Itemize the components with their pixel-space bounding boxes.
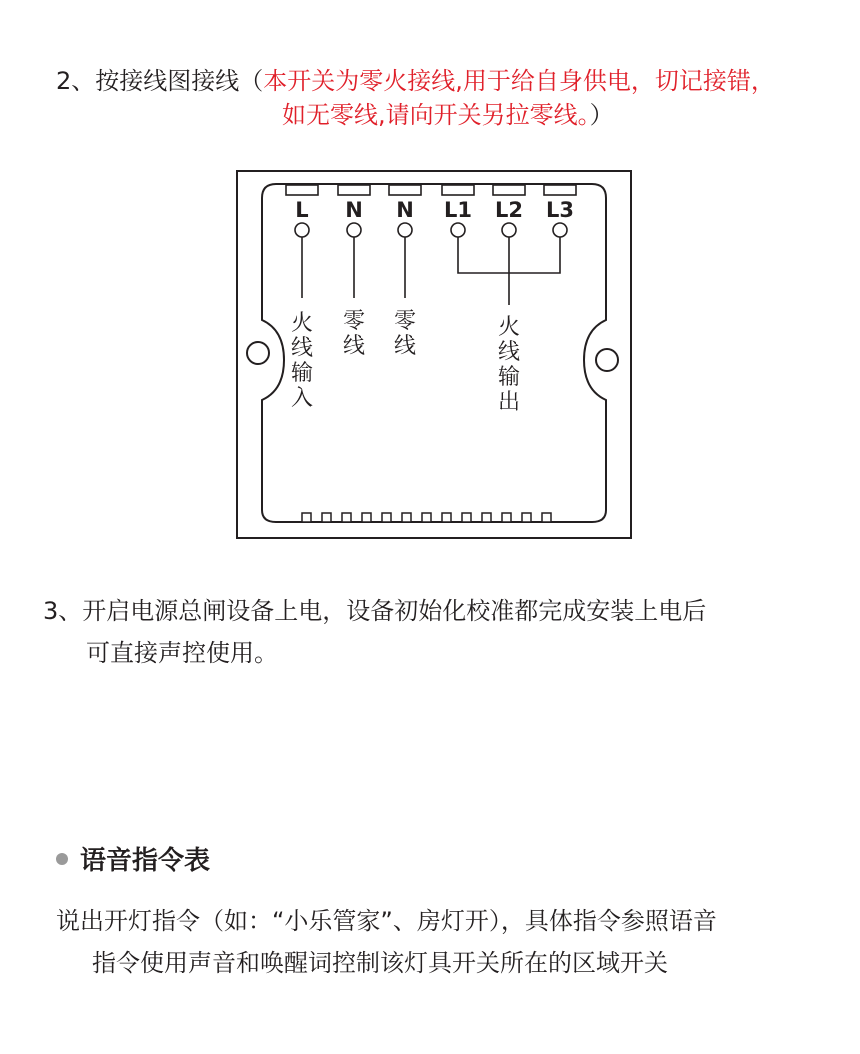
step2-instruction (56, 66, 775, 96)
wiring-warning-line1: 本开关为零火接线,用于给自身供电，切记接错， (263, 67, 775, 95)
pin-8 (442, 513, 451, 522)
mount-hole-left (247, 342, 269, 364)
voice-line2: 指令使用声音和唤醒词控制该灯具开关所在的区域开关 (92, 949, 668, 977)
screw-N1 (347, 223, 361, 237)
label-neutral-1 (343, 309, 365, 359)
svg-text:零: 零 (393, 309, 417, 334)
terminal-block-3 (389, 185, 421, 195)
screw-L3 (553, 223, 567, 237)
wire-live-out-bus (458, 237, 560, 305)
pin-7 (422, 513, 431, 522)
screw-L1 (451, 223, 465, 237)
svg-text:零: 零 (342, 309, 366, 334)
pin-1 (302, 513, 311, 522)
pin-13 (542, 513, 551, 522)
svg-text:入: 入 (290, 386, 314, 411)
wiring-warning-line2: 如无零线,请向开关另拉零线。 (282, 101, 590, 129)
terminal-label-L2: L2 (495, 198, 523, 222)
terminal-block-4 (442, 185, 474, 195)
wiring-diagram (236, 170, 632, 540)
pin-2 (322, 513, 331, 522)
terminal-block-2 (338, 185, 370, 195)
svg-text:出: 出 (497, 390, 521, 415)
terminal-block-5 (493, 185, 525, 195)
pin-10 (482, 513, 491, 522)
pin-4 (362, 513, 371, 522)
mount-hole-right (596, 349, 618, 371)
bullet-icon (56, 853, 68, 865)
terminal-block-6 (544, 185, 576, 195)
voice-heading-text: 语音指令表 (80, 846, 211, 876)
step3-line1: 3、开启电源总闸设备上电，设备初始化校准都完成安装上电后 (43, 597, 707, 625)
step2-instruction-cont (282, 100, 614, 130)
pin-6 (402, 513, 411, 522)
terminal-label-L3: L3 (546, 198, 574, 222)
svg-text:火: 火 (290, 311, 314, 336)
step2-prefix: 2、按接线图接线（ (56, 67, 264, 95)
terminal-label-N1: N (345, 198, 363, 222)
pin-11 (502, 513, 511, 522)
step3-line2: 可直接声控使用。 (86, 639, 278, 667)
pin-12 (522, 513, 531, 522)
terminal-label-L1: L1 (444, 198, 472, 222)
label-live-out (498, 315, 520, 415)
pin-3 (342, 513, 351, 522)
terminal-blocks (286, 185, 576, 195)
svg-text:线: 线 (342, 334, 366, 359)
svg-text:输: 输 (290, 361, 314, 386)
terminal-label-L: L (295, 198, 309, 222)
pin-row (302, 513, 551, 522)
label-neutral-2 (394, 309, 416, 359)
pin-9 (462, 513, 471, 522)
voice-line1: 说出开灯指令（如：“小乐管家”、房灯开），具体指令参照语音 (56, 907, 717, 935)
terminal-block-1 (286, 185, 318, 195)
svg-text:线: 线 (393, 334, 417, 359)
voice-command-heading (56, 846, 210, 876)
svg-text:线: 线 (497, 340, 521, 365)
screw-L2 (502, 223, 516, 237)
screw-L (295, 223, 309, 237)
svg-text:火: 火 (497, 315, 521, 340)
svg-text:输: 输 (497, 365, 521, 390)
screw-N2 (398, 223, 412, 237)
terminal-label-N2: N (396, 198, 414, 222)
step2-suffix: ） (589, 101, 614, 129)
svg-text:线: 线 (290, 336, 314, 361)
pin-5 (382, 513, 391, 522)
label-live-in (291, 311, 313, 411)
